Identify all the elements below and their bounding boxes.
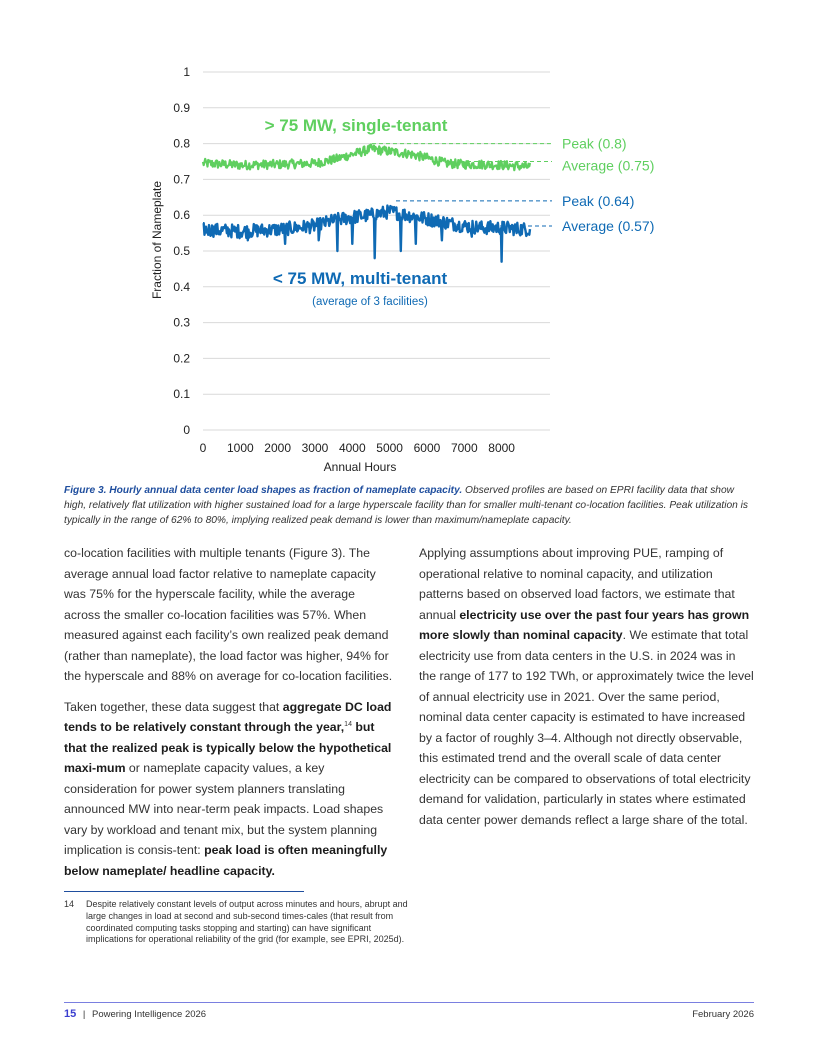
peak-label: Peak (0.64): [562, 192, 635, 209]
y-tick-label: 0.4: [173, 279, 190, 294]
average-label: Average (0.75): [562, 157, 655, 174]
footnote-number: 14: [64, 899, 75, 909]
y-tick-label: 0.9: [173, 100, 190, 115]
bold-run: aggregate DC load tends to be relatively constant through the year,: [64, 699, 392, 734]
footnote: [64, 899, 409, 946]
left-paragraph-2: [64, 697, 394, 882]
x-tick-label: 6000: [413, 441, 441, 455]
bold-run: electricity use over the past four years has grown more slowly than nominal capacity: [419, 607, 750, 642]
footer-left: [64, 1008, 206, 1020]
x-tick-label: 7000: [450, 441, 478, 455]
text-run: Applying assumptions about improving PUE, ramping of operational relative to nominal capacity, and utilization patterns based on observed load factors, we estimate that annual: [419, 546, 735, 622]
page-number: 15: [64, 1008, 77, 1020]
y-tick-label: 0.3: [173, 315, 190, 330]
peak-label: Peak (0.8): [562, 135, 627, 152]
x-tick-label: 3000: [301, 441, 329, 455]
y-tick-label: 1: [183, 65, 190, 79]
left-column: [64, 543, 394, 891]
text-run: or nameplate capacity values, a key consideration for power system planners translating announced MW into near-term peak impacts. Load shapes vary by workload and tenant mix, but the system planning implication is consis-tent:: [64, 761, 384, 857]
left-paragraph-1: co-location facilities with multiple tenants (Figure 3). The average annual load factor relative to nameplate capacity was 75% for the hyperscale facility, while the average across the smaller co-location facilities was 57%. When measured against each facility’s own realized peak demand (rather than nameplate), the load factor was higher, 94% for the hyperscale and 88% on average for co-location facilities.: [64, 546, 393, 683]
text-run: . We estimate that total electricity use from data centers in the U.S. in 2024 was in the range of 177 to 192 TWh, or approximately twice the level of annual electricity use in 2021. Over the same period, nominal data center capacity is estimated to have increased by a factor of roughly 3–4. Although not directly observable, this estimated trend and the overall scale of data center electricity can be compared to observations of total electricity demand for validation, particularly in states where estimated data center power demands reflect a large share of the total.: [419, 628, 754, 827]
y-tick-label: 0: [183, 423, 190, 437]
bold-run: but that the realized peak is typically below the hypothetical maxi-mum: [64, 720, 392, 775]
y-tick-label: 0.2: [173, 351, 190, 366]
x-tick-label: 0: [199, 441, 207, 455]
bold-run: peak load is often meaningfully below nameplate/ headline capacity.: [64, 843, 388, 878]
right-paragraph-1: [419, 543, 754, 830]
x-tick-label: 1000: [226, 441, 254, 455]
x-tick-label: 5000: [376, 441, 403, 455]
caption-body: Observed profiles are based on EPRI facility data that show high, relatively flat utilization with higher sustained load for a large hyperscale facility than for smaller multi-tenant co-location facilities. Peak utilization is typically in the range of 62% to 80%, implying realized peak demand is lower than maximum/nameplate capacity.: [64, 485, 749, 526]
footer-separator: |: [82, 1009, 86, 1020]
series-line-single-tenant: [203, 145, 530, 171]
caption-lead: Figure 3. Hourly annual data center load shapes as fraction of nameplate capacity.: [64, 485, 463, 496]
load-shape-chart: [0, 0, 816, 480]
footnote-text: Despite relatively constant levels of output across minutes and hours, abrupt and large changes in load at second and sub-second times-cales (that result from coordinated computing tasks stopping and starting) can have significant implications for operational reliability of the grid (for example, see EPRI, 2025d).: [86, 899, 408, 945]
figure-caption: [64, 483, 754, 528]
right-column: [419, 543, 754, 840]
y-tick-label: 0.1: [173, 387, 190, 402]
x-tick-label: 4000: [338, 441, 366, 455]
y-tick-label: 0.8: [173, 136, 190, 151]
y-tick-label: 0.7: [173, 172, 190, 187]
series-label-multi-tenant: < 75 MW, multi-tenant: [272, 269, 448, 288]
y-tick-label: 0.6: [173, 208, 190, 223]
footer-divider: [64, 1002, 754, 1003]
series-label-single-tenant: > 75 MW, single-tenant: [264, 116, 448, 135]
y-tick-label: 0.5: [173, 244, 190, 258]
x-tick-label: 8000: [488, 441, 515, 455]
y-axis-label: Fraction of Nameplate: [150, 180, 164, 300]
footnote-divider: [64, 891, 304, 892]
x-axis-label: Annual Hours: [323, 460, 397, 474]
average-label: Average (0.57): [562, 217, 655, 234]
footer-date: February 2026: [692, 1009, 754, 1020]
publication-title: Powering Intelligence 2026: [92, 1009, 207, 1020]
series-line-multi-tenant: [203, 206, 530, 262]
series-sublabel-multi-tenant: (average of 3 facilities): [312, 296, 428, 308]
footnote-ref[interactable]: 14: [344, 720, 352, 728]
x-tick-label: 2000: [264, 441, 292, 455]
text-run: Taken together, these data suggest that: [64, 699, 283, 714]
